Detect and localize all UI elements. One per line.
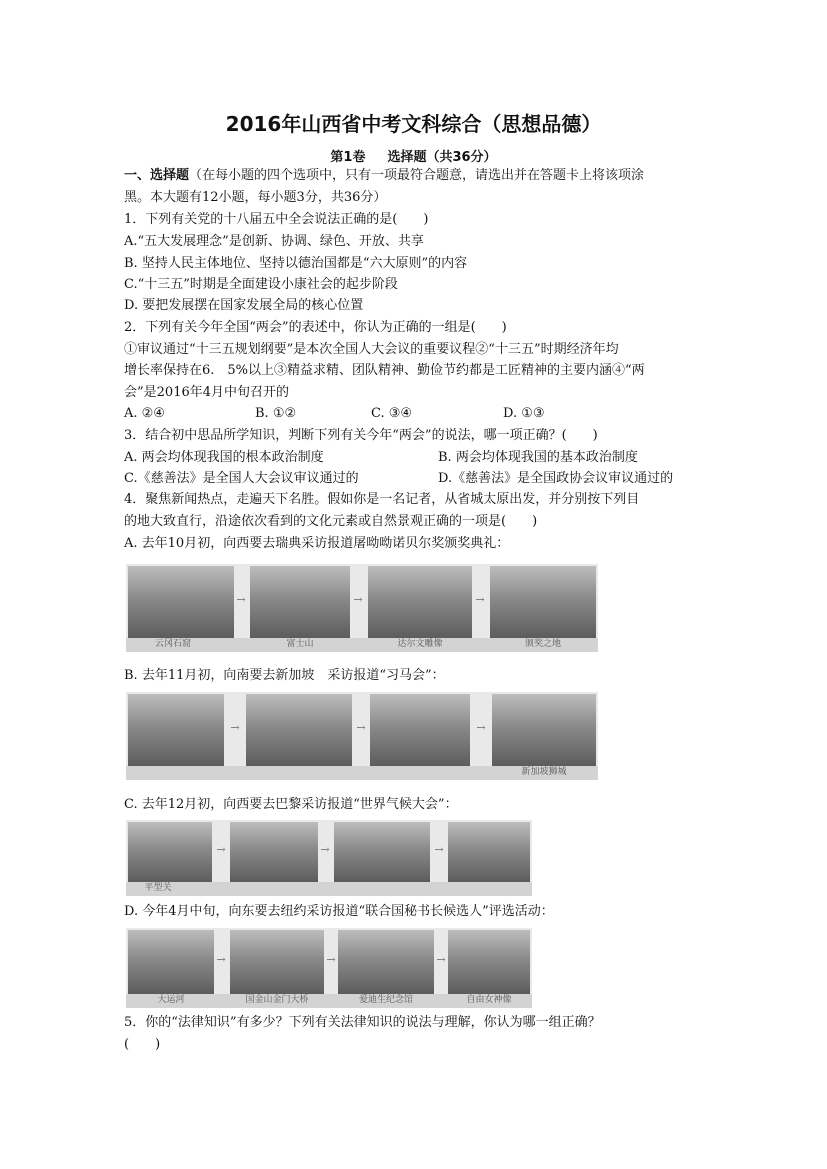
q4-option-d: D. 今年4月中旬，向东要去纽约采访报道“联合国秘书长候选人”评选活动：	[124, 904, 554, 919]
q2-stem: 2．下列有关今年全国“两会”的表述中，你认为正确的一组是( )	[124, 320, 507, 335]
photo-darwin-statue	[368, 566, 472, 638]
photo-grand-canal	[128, 930, 214, 994]
photo-golden-gate-bridge	[230, 930, 324, 994]
q2-option-c: C. ③④	[371, 406, 413, 421]
photo-arc-de-triomphe	[334, 822, 430, 882]
q5-stem-line-1: 5．你的“法律知识”有多少？下列有关法律知识的说法与理解，你认为哪一组正确？	[124, 1015, 601, 1030]
photo-polar-bear	[230, 822, 318, 882]
arrow-right-icon: →	[476, 721, 486, 734]
q2-body-line-2: 增长率保持在6. 5%以上③精益求精、团队精神、勤俭节约都是工匠精神的主要内涵④“两	[124, 363, 645, 378]
q3-option-c: C.《慈善法》是全国人大会议审议通过的	[124, 471, 359, 486]
photo-award-venue	[490, 566, 596, 638]
section-name: 选择题（共36分）	[387, 150, 497, 165]
q2-option-a: A. ②④	[124, 406, 165, 421]
photo-rhinoceros	[370, 694, 470, 766]
caption-d-2: 国金山金门大桥	[245, 995, 309, 1005]
caption-c-1: 平型关	[144, 883, 172, 893]
caption-d-1: 大运河	[157, 995, 185, 1005]
q1-option-b: B. 坚持人民主体地位、坚持以德治国都是“六大原则”的内容	[124, 256, 468, 271]
photo-yungang-grottoes	[128, 566, 234, 638]
arrow-right-icon: →	[436, 953, 446, 966]
arrow-right-icon: →	[356, 721, 366, 734]
photo-mount-fuji	[250, 566, 350, 638]
section-part: 第1卷	[330, 150, 366, 165]
photo-notre-dame	[448, 822, 530, 882]
q4-a-photo-strip	[126, 564, 598, 652]
q4-option-b: B. 去年11月初，向南要去新加坡 采访报道“习马会”：	[124, 668, 445, 683]
photo-edison-memorial	[338, 930, 434, 994]
instructions-text-1: （在每小题的四个选项中，只有一项最符合题意，请选出并在答题卡上将该项涂	[189, 168, 645, 183]
caption-a-3: 达尔文雕像	[397, 639, 443, 649]
arrow-right-icon: →	[353, 593, 363, 606]
q4-option-a: A. 去年10月初，向西要去瑞典采访报道屠呦呦诺贝尔奖颁奖典礼：	[124, 536, 510, 551]
q4-c-photo-strip	[126, 820, 532, 896]
arrow-right-icon: →	[216, 843, 226, 856]
q3-option-a: A. 两会均体现我国的根本政治制度	[124, 450, 324, 465]
q4-stem-line-1: 4．聚焦新闻热点，走遍天下名胜。假如你是一名记者，从省城太原出发，并分别按下列目	[124, 492, 640, 507]
caption-d-4: 自由女神像	[466, 995, 512, 1005]
q1-stem: 1．下列有关党的十八届五中全会说法正确的是( )	[124, 212, 429, 227]
arrow-right-icon: →	[475, 593, 485, 606]
arrow-right-icon: →	[320, 843, 330, 856]
arrow-right-icon: →	[236, 593, 246, 606]
photo-potala-palace	[128, 694, 224, 766]
page-title: 2016年山西省中考文科综合（思想品德）	[225, 112, 602, 136]
arrow-right-icon: →	[216, 953, 226, 966]
q1-option-c: C.“十三五”时期是全面建设小康社会的起步阶段	[124, 277, 398, 292]
caption-a-4: 颁奖之地	[524, 639, 561, 649]
q3-option-d: D.《慈善法》是全国政协会议审议通过的	[438, 471, 674, 486]
q3-stem: 3．结合初中思品所学知识，判断下列有关今年“两会”的说法，哪一项正确？( )	[124, 428, 598, 443]
q4-stem-line-2: 的地大致直行，沿途依次看到的文化元素或自然景观正确的一项是( )	[124, 514, 538, 529]
instructions-line-1	[124, 168, 714, 184]
caption-a-1: 云冈石窟	[154, 639, 191, 649]
photo-statue-of-liberty	[448, 930, 530, 994]
q5-stem-line-2: ( )	[124, 1037, 161, 1052]
q2-option-d: D. ①③	[503, 406, 545, 421]
arrow-right-icon: →	[230, 721, 240, 734]
q4-option-c: C. 去年12月初，向西要去巴黎采访报道“世界气候大会”：	[124, 797, 458, 812]
q4-d-photo-strip	[126, 928, 532, 1008]
instructions-line-2: 黑。本大题有12小题，每小题3分，共36分）	[124, 190, 387, 205]
caption-b-1: 新加坡狮城	[521, 767, 567, 777]
q1-option-a: A.“五大发展理念”是创新、协调、绿色、开放、共享	[124, 234, 424, 249]
instructions-label: 一、选择题	[124, 168, 190, 183]
q2-body-line-3: 会”是2016年4月中旬召开的	[124, 385, 290, 400]
photo-pingxing-pass	[128, 822, 212, 882]
photo-singapore-merlion	[492, 694, 596, 766]
arrow-right-icon: →	[434, 843, 444, 856]
q2-body-line-1: ①审议通过“十三五规划纲要”是本次全国人大会议的重要议程②“十三五”时期经济年均	[124, 342, 619, 357]
q2-option-b: B. ①②	[255, 406, 297, 421]
section-heading	[0, 146, 827, 165]
q3-option-b: B. 两会均体现我国的基本政治制度	[438, 450, 638, 465]
caption-a-2: 富士山	[286, 639, 314, 649]
caption-d-3: 爱迪生纪念馆	[358, 995, 413, 1005]
q4-b-photo-strip	[126, 692, 598, 780]
arrow-right-icon: →	[326, 953, 336, 966]
photo-parthenon	[246, 694, 352, 766]
q1-option-d: D. 要把发展摆在国家发展全局的核心位置	[124, 298, 364, 313]
